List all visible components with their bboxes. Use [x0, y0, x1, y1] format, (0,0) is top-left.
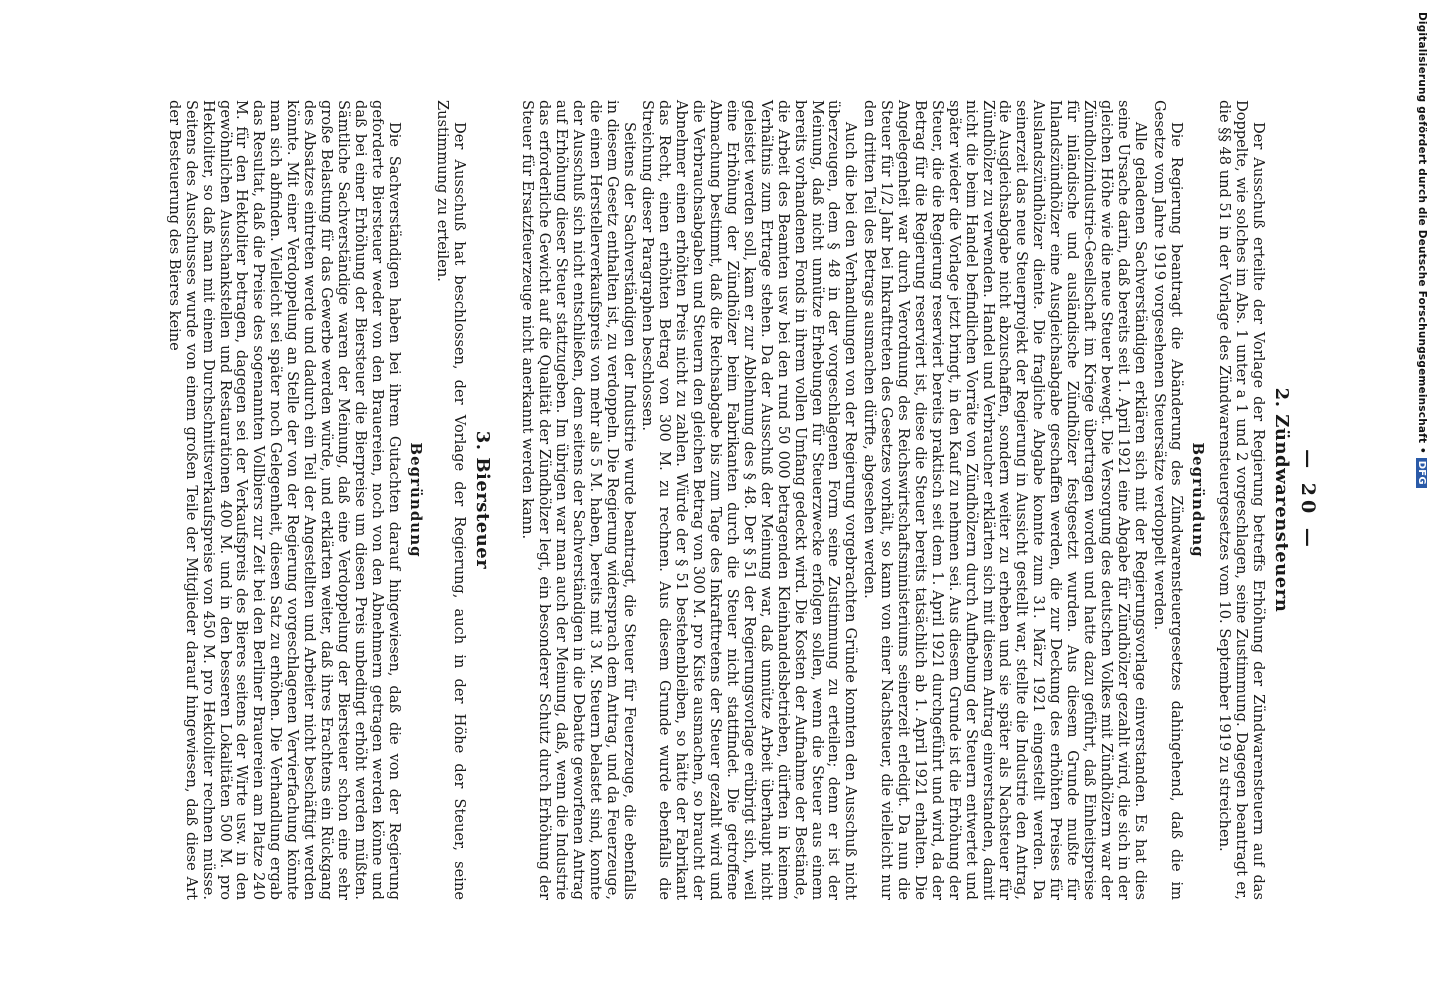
- section-3-intro: Der Ausschuß hat beschlossen, der Vorlage der Regierung, auch in der Höhe der Steuer, seine Zustimmung zu erteilen.: [434, 100, 469, 900]
- rotated-document-page: [94, 70, 1334, 930]
- section-3-paragraph: Die Sachverständigen haben bei ihrem Gutachten darauf hingewiesen, daß die von der Regierung geforderte Biersteuer weder von den Brauereien, noch von den Abnehmern getragen werden könne und daß bei einer Erhöhung der Biersteuer die Bierpreise um diesen Preis unbedingt erhöht werden müßten. Sämtliche Sachverständige waren der Meinung, daß eine Verdoppelung der Biersteuer schon eine sehr große Belastung für das Gewerbe werden würde, und erklärten weiter, daß ihres Erachtens ein Rückgang des Absatzes eintreten werde und dadurch ein Teil der Angestellten und Arbeiter nicht beschäftigt werden könnte. Mit einer Verdoppelung an Stelle der von der Regierung vorgeschlagenen Vervierfachung könnte man sich abfinden. Vielleicht sei später noch Gelegenheit, diesen Satz zu erhöhen. Die Verhandlung ergab das Resultat, daß die Preise des sogenannten Vollbiers zur Zeit bei den Berliner Brauereien am Platze 240 M. für den Hektoliter betragen, dagegen sei der Verkaufspreis des Bieres seitens der Wirte usw. in den gewöhnlichen Ausschankstellen und Restaurationen 400 M. und in den besseren Lokalitäten 500 M. pro Hektoliter, so daß man mit einem Durchschnittsverkaufspreise von 450 M. pro Hektoliter rechnen müsse. Seitens des Ausschusses wurde von einem großen Teile der Mitglieder darauf hingewiesen, daß diese Art der Besteuerung des Bieres keine: [165, 100, 403, 900]
- credit-text: Digitalisierung gefördert durch die Deutsche Forschungsgemeinschaft •: [1416, 12, 1428, 454]
- section-2-intro: Der Ausschuß erteilte der Vorlage der Regierung betreffs Erhöhung der Zündwarensteuern auf das Doppelte, wie solches im Abs. 1 unter a 1 und 2 vorgeschlagen, seine Zustimmung. Dagegen beantragt er, die §§ 48 und 51 in der Vorlage des Zündwarensteuergesetzes vom 10. September 1919 zu streichen.: [1216, 100, 1268, 900]
- section-2-paragraph: Auch die bei den Verhandlungen von der Regierung vorgebrachten Gründe konnten den Ausschuß nicht überzeugen, dem § 48 in der vorgeschlagenen Form seine Zustimmung zu erteilen; denn er ist der Meinung, daß nicht unnütze Erhebungen für Steuerzwecke erfolgen sollen, wenn die Steuer aus einem bereits vorhandenen Fonds in ihrem vollen Umfang gedeckt wird. Die Kosten der Aufnahme der Bestände, die Arbeit des Beamten usw bei den rund 50 000 betragenden Kleinhandelsbetrieben, dürften in keinem Verhältnis zum Ertrage stehen. Da der Ausschuß der Meinung war, daß unnütze Arbeit überhaupt nicht geleistet werden soll, kam er zur Ablehnung des § 48. Der § 51 der Regierungsvorlage erübrigt sich, weil eine Erhöhung der Zündhölzer beim Fabrikanten durch die Steuer nicht stattfindet. Die getroffene Abmachung bestimmt, daß die Reichsabgabe bis zum Tage des Inkrafttretens der Steuer gezahlt wird und die Verbrauchsabgaben und Steuern den gleichen Betrag von 300 M. pro Kiste ausmachen, so braucht der Abnehmer einen erhöhten Preis nicht zu zahlen. Würde der § 51 bestehenbleiben, so hätte der Fabrikant das Recht, einen erhöhten Betrag von 300 M. zu rechnen. Aus diesem Grunde wurde ebenfalls die Streichung dieser Paragraphen beschlossen.: [639, 100, 860, 900]
- section-2-paragraph: Alle geladenen Sachverständigen erklären sich mit der Regierungsvorlage einverstanden. Es hat dies seine Ursache darin, daß bereits seit 1. April 1921 eine Abgabe für Zündhölzer gezahlt wird, die sich in der gleichen Höhe wie die neue Steuer bewegt. Die Versorgung des deutschen Volkes mit Zündhölzern war der Zündholzindustrie-Gesellschaft im Kriege übertragen worden und hatte dazu geführt, daß Einheitspreise für inländische und ausländische Zündhölzer festgesetzt wurden. Aus diesem Grunde mußte für Inlandszündhölzer eine Ausgleichsabgabe geschaffen werden, die zur Deckung des erhöhten Preises für Auslandszündhölzer diente. Die fragliche Abgabe konnte zum 31. März 1921 eingestellt werden. Da seinerzeit das neue Steuerprojekt der Regierung in Aussicht gestellt war, stellte die Industrie den Antrag, die Ausgleichsabgabe nicht abzuschaffen, sondern weiter zu erheben und sie später als Nachsteuer für Zündhölzer zu verwenden. Handel und Verbraucher erklärten sich mit diesem Antrag einverstanden, damit nicht die beim Handel befindlichen Vorräte von Zündhölzern durch Aufhebung der Steuern entwertet und später wieder die Vorlage jetzt bringt, in den Kauf zu nehmen sei. Aus diesem Grunde ist die Erhöhung der Steuer, die die Regierung reserviert bereits praktisch seit dem 1. April 1921 durchgeführt und wird, da der Betrag für die Regierung reserviert ist, diese die Steuer bereits tatsächlich ab 1. April 1921 erhalten. Die Angelegenheit war durch Verordnung des Reichswirtschaftsministeriums seinerzeit erledigt. Da nun die Steuer für 1/2 Jahr bei Inkrafttreten des Gesetzes vorhält, so kann von einer Nachsteuer, die vielleicht nur den dritten Teil des Betrags ausmachen dürfte, abgesehen werden.: [861, 100, 1149, 900]
- section-3-heading: Begründung: [407, 442, 426, 558]
- page-number: — 20 —: [1297, 449, 1319, 551]
- digitization-credit: [1416, 12, 1428, 772]
- section-2-title: 2. Zündwarensteuern: [1271, 387, 1293, 613]
- section-spacer: [496, 100, 518, 900]
- dfg-logo: DFG: [1416, 458, 1427, 488]
- section-3-title: 3. Biersteuer: [472, 430, 494, 570]
- section-2-heading: Begründung: [1189, 442, 1208, 558]
- section-2-paragraph: Seitens der Sachverständigen der Industrie wurde beantragt, die Steuer für Feuerzeuge, die ebenfalls in diesem Gesetz enthalten ist, zu verdoppeln. Die Regierung widersprach dem Antrag, und da Feuerzeuge, die einen Herstellerverkaufspreis von mehr als 5 M. haben, bereits mit 3 M. Steuern belastet sind, konnte der Ausschuß sich nicht entschließen, dem seitens der Sachverständigen in die Debatte geworfenen Antrag auf Erhöhung dieser Steuer stattzugeben. Im übrigen war man auch der Meinung, daß, wenn die Industrie das erforderliche Gewicht auf die Qualität der Zündhölzer legt, ein besonderer Schutz durch Erhöhung der Steuer für Ersatzfeuerzeuge nicht anerkannt werden kann.: [519, 100, 638, 900]
- section-2-paragraph: Die Regierung beantragt die Abänderung des Zündwarensteuergesetzes dahingehend, daß die im Gesetze vom Jahre 1919 vorgesehenen Steuersätze verdoppelt werden.: [1150, 100, 1185, 900]
